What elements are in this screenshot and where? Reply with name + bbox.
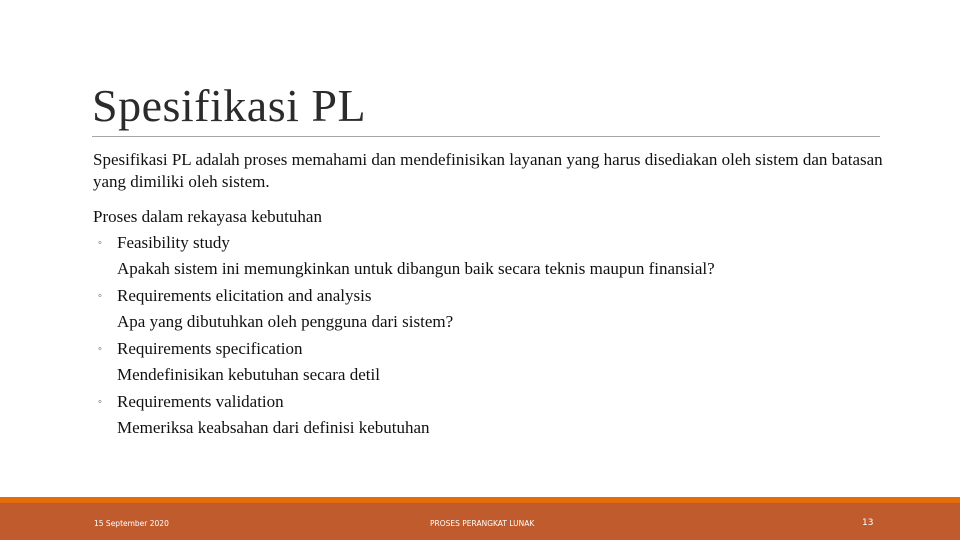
bullet-icon: ◦ [98,343,102,355]
slide-title: Spesifikasi PL [92,80,367,131]
item-description: Mendefinisikan kebutuhan secara detil [117,365,380,384]
bullet-icon: ◦ [98,396,102,408]
list-item [93,232,883,285]
title-divider [92,136,880,137]
item-title: Requirements validation [117,392,284,411]
bullet-icon: ◦ [98,237,102,249]
item-title: Feasibility study [117,233,230,252]
footer-course-name: PROSES PERANGKAT LUNAK [430,519,535,528]
bullet-icon: ◦ [98,290,102,302]
slide-number: 13 [862,518,874,528]
list-item [93,391,883,444]
item-description: Apa yang dibutuhkan oleh pengguna dari sistem? [117,312,454,331]
item-description: Apakah sistem ini memungkinkan untuk dibangun baik secara teknis maupun finansial? [117,259,715,278]
process-heading: Proses dalam rekayasa kebutuhan [93,207,322,226]
footer-date: 15 September 2020 [94,519,169,528]
list-item [93,285,883,338]
item-description: Memeriksa keabsahan dari definisi kebutuhan [117,418,430,437]
process-list [93,232,883,444]
item-title: Requirements elicitation and analysis [117,286,372,305]
list-item [93,338,883,391]
intro-paragraph: Spesifikasi PL adalah proses memahami dan mendefinisikan layanan yang harus disediakan oleh sistem dan batasan yang dimiliki oleh sistem. [93,150,883,191]
item-title: Requirements specification [117,339,303,358]
